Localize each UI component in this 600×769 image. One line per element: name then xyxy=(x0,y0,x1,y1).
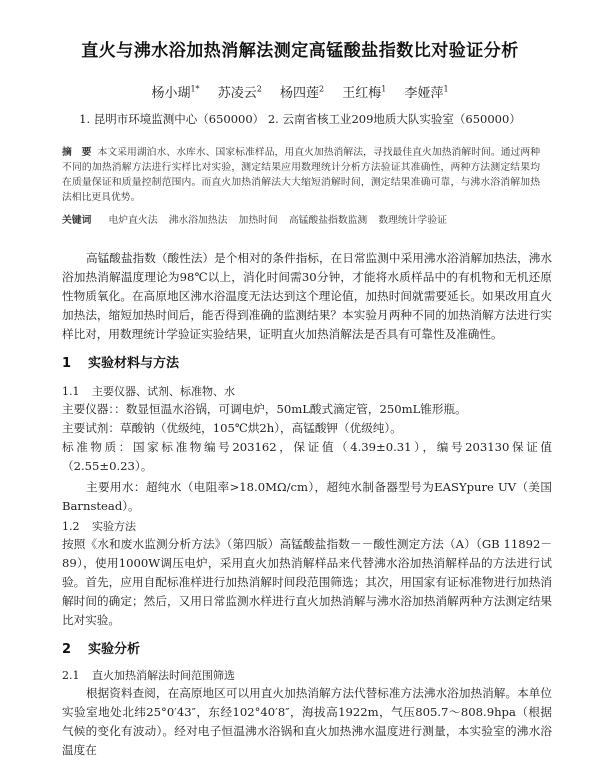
subsection-heading: 1.1 主要仪器、试剂、标准物、水 xyxy=(62,385,235,398)
keyword: 沸水浴加热法 xyxy=(168,215,228,226)
abstract-label: 摘 要 xyxy=(62,147,92,158)
intro-paragraph: 高锰酸盐指数（酸性法）是个相对的条件指标，在日常监测中采用沸水浴消解加热法，沸水浴加热消解温度理论为98℃以上，消化时间需30分钟，才能将水质样品中的有机物和无机还原性物质氧化。在高原地区沸水浴温度无法达到这个理论值，加热时间就需要延长。如果改用直火加热法，缩短加热时间后，能否得到准确的监测结果？本实验月两种不同的加热消解方法进行实样比对，用数理统计学验证实验结果，证明直火加热消解法是否具有可靠性及准确性。 xyxy=(62,251,552,341)
paper-title: 直火与沸水浴加热消解法测定高锰酸盐指数比对验证分析 xyxy=(81,41,519,61)
keyword: 数理统计学验证 xyxy=(378,215,447,226)
keyword: 高锰酸盐指数监测 xyxy=(288,215,368,226)
author: 苏凌云$^2$ xyxy=(217,84,262,101)
standards-paragraph: 标准物质：国家标准物编号203162，保证值（4.39±0.31），编号203130保证值（2.55±0.23）。 xyxy=(62,440,552,473)
keywords xyxy=(62,212,540,226)
section-heading: 1 实验材料与方法 xyxy=(62,356,180,371)
instruments-line: 主要仪器：：数显恒温水浴锅，可调电炉，50mL酸式滴定管，250mL锥形瓶。 xyxy=(62,402,467,416)
subsection-heading: 2.1 直火加热消解法时间范围筛选 xyxy=(62,669,235,682)
keywords-label: 关键词 xyxy=(62,215,92,226)
author: 李娅萍$^1$ xyxy=(404,84,449,101)
reagents-line: 主要试剂：草酸钠（优级纯，105℃烘2h），高锰酸钾（优级纯）。 xyxy=(62,421,402,435)
affiliations: 1. 昆明市环境监测中心（650000） 2. 云南省核工业209地质大队实验室（650000） xyxy=(79,112,521,126)
keyword: 电炉直火法 xyxy=(108,215,158,226)
author: 杨四莲$^2$ xyxy=(279,84,325,101)
author: 王红梅$^1$ xyxy=(342,84,387,101)
section-heading: 2 实验分析 xyxy=(62,642,141,657)
analysis-paragraph: 根据资料查阅，在高原地区可以用直火加热消解方法代替标准方法沸水浴加热消解。本单位实验室地处北纬25°0′43″，东经102°40′8″，海拔高1922m，气压805.7～808.9hpa（根据气候的变化有波动）。经对电子恒温沸水浴锅和直火加热沸水温度进行测量，本实验室的沸水浴温度在 xyxy=(62,686,552,757)
subsection-heading: 1.2 实验方法 xyxy=(62,520,136,533)
author-list xyxy=(0,82,600,101)
water-paragraph: 主要用水：超纯水（电阻率>18.0MΩ/cm），超纯水制备器型号为EASYpure UV（美国Barnstead）。 xyxy=(62,480,552,513)
method-paragraph: 按照《水和废水监测分析方法》（第四版）高锰酸盐指数－－酸性测定方法（A）（GB 11892－89），使用1000W调压电炉，采用直火加热消解样品来代替沸水浴加热消解样品的方法进行试验。首先，应用自配标准样进行加热消解时间段范围筛选；其次，用国家有证标准物进行加热消解时间的确定；然后，又用日常监测水样进行直火加热消解与沸水浴加热消解两种方法测定结果比对实验。 xyxy=(62,537,552,627)
keyword: 加热时间 xyxy=(238,215,278,226)
author: 杨小瑚$^{1*}$ xyxy=(151,84,200,101)
abstract xyxy=(62,145,540,205)
abstract-text: 本文采用湖泊水、水库水、国家标准样品，用直火加热消解法，寻找最佳直火加热消解时间。通过两种不同的加热消解方法进行实样比对实验，测定结果应用数理统计分析方法验证其准确性，两种方法测定结果均在质量保证和质量控制范围内。而直火加热消解法大大缩短消解时间，测定结果准确可靠，与沸水浴消解加热法相比更具优势。 xyxy=(62,147,541,203)
